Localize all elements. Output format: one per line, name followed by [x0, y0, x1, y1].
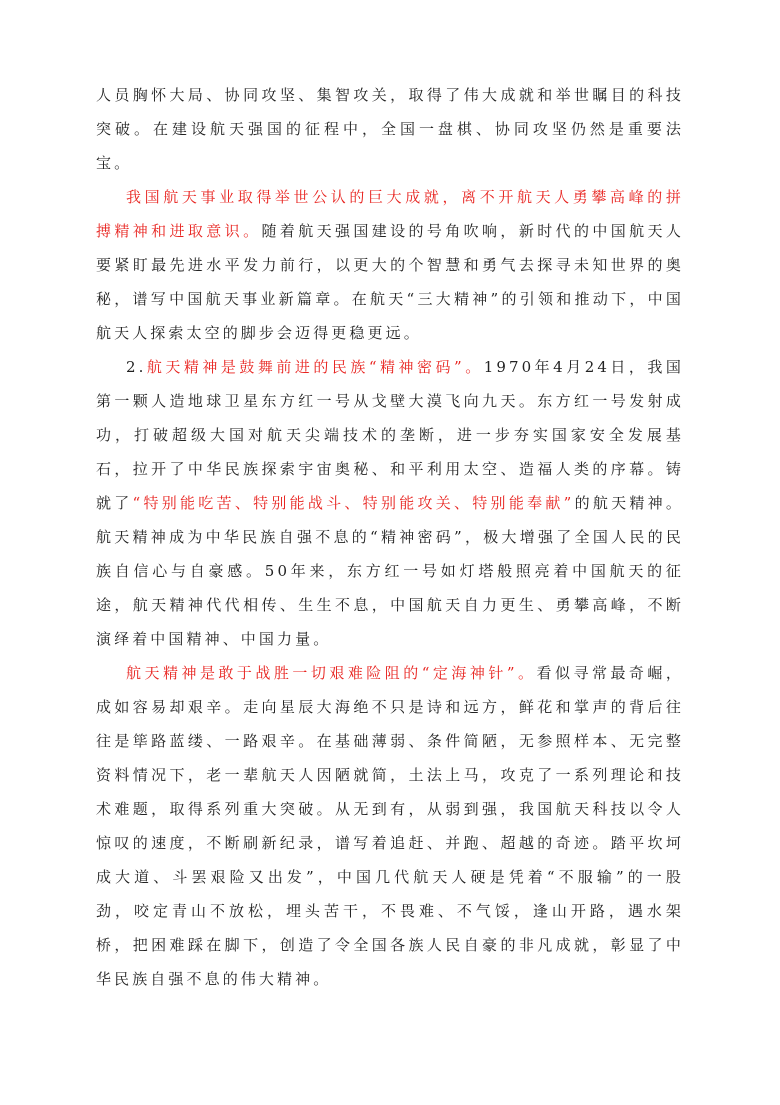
paragraph-anchoring-needle: [96, 656, 684, 996]
paragraph-spirit-code: [96, 350, 684, 656]
section-number: 2.: [126, 358, 147, 376]
body-text: 1970年4月24日，我国第一颗人造地球卫星东方红一号从戈壁大漠飞向九天。东方红一号发射成功，打破超级大国对航天尖端技术的垄断，进一步夯实国家安全发展基石，拉开了中华民族探索宇宙奥秘、和平利用太空、造福人类的序幕。铸就了: [96, 358, 684, 512]
document-page: [96, 78, 684, 996]
body-text: 随着航天强国建设的号角吹响，新时代的中国航天人要紧盯最先进水平发力前行，以更大的个智慧和勇气去探寻未知世界的奥秘，谱写中国航天事业新篇章。在航天“三大精神”的引领和推动下，中国航天人探索太空的脚步会迈得更稳更远。: [96, 222, 684, 342]
highlighted-heading: 航天精神是鼓舞前进的民族“精神密码”。: [146, 358, 484, 376]
body-text: 的航天精神。航天精神成为中华民族自强不息的“精神密码”，极大增强了全国人民的民族自信心与自豪感。50年来，东方红一号如灯塔般照亮着中国航天的征途，航天精神代代相传、生生不息，中国航天自力更生、勇攀高峰，不断演绎着中国精神、中国力量。: [96, 494, 685, 648]
highlighted-heading: 航天精神是敢于战胜一切艰难险阻的“定海神针”。: [126, 664, 537, 682]
body-text: 看似寻常最奇崛，成如容易却艰辛。走向星辰大海绝不只是诗和远方，鲜花和掌声的背后往往是筚路蓝缕、一路艰辛。在基础薄弱、条件简陋，无参照样本、无完整资料情况下，老一辈航天人因陋就简，土法上马，攻克了一系列理论和技术难题，取得系列重大突破。从无到有，从弱到强，我国航天科技以令人惊叹的速度，不断刷新纪录，谱写着追赶、并跑、超越的奇迹。踏平坎坷成大道、斗罢艰险又出发”，中国几代航天人硬是凭着“不服输”的一股劲，咬定青山不放松，埋头苦干，不畏难、不气馁，逢山开路，遇水架桥，把困难踩在脚下，创造了令全国各族人民自豪的非凡成就，彰显了中华民族自强不息的伟大精神。: [96, 664, 684, 988]
highlighted-quote: “特别能吃苦、特别能战斗、特别能攻关、特别能奉献”: [132, 494, 575, 512]
paragraph-spirit-of-striving: [96, 180, 684, 350]
body-text: 人员胸怀大局、协同攻坚、集智攻关，取得了伟大成就和举世瞩目的科技突破。在建设航天强国的征程中，全国一盘棋、协同攻坚仍然是重要法宝。: [96, 86, 684, 172]
paragraph-intro-continuation: [96, 78, 684, 180]
highlighted-text: 我国航天事业取得举世公认的巨大成就，离不开航天人勇攀高峰的拼搏精神和进取意识。: [96, 188, 684, 240]
